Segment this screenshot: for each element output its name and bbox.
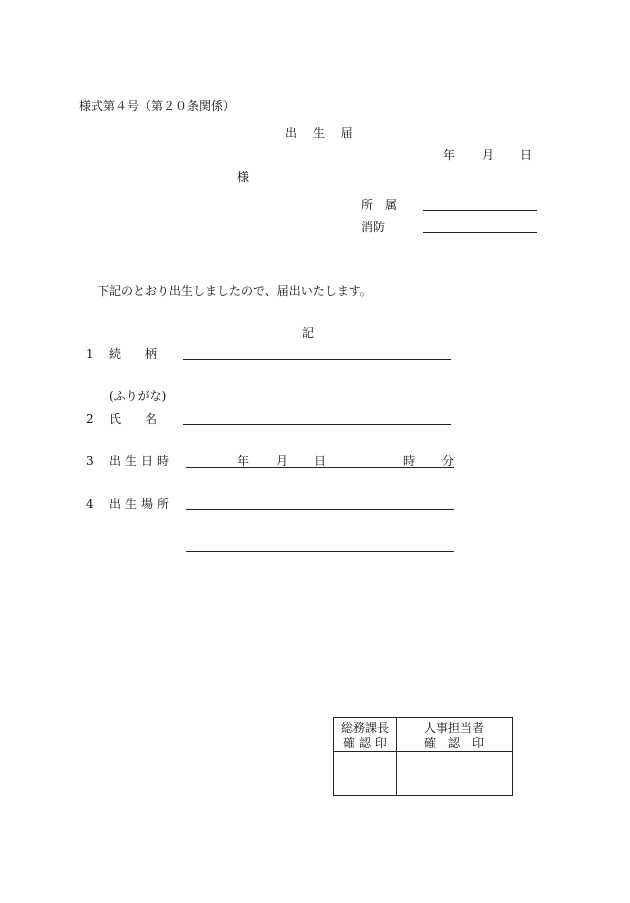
furigana-label: (ふりがな) — [109, 389, 167, 403]
item-1-label: 続 柄 — [109, 347, 158, 361]
item-3-day: 日 — [314, 454, 327, 468]
item-1-line — [183, 359, 451, 360]
fire-department-label: 消防 — [361, 220, 386, 234]
date-day-label: 日 — [520, 148, 533, 162]
affiliation-label: 所 属 — [361, 198, 398, 212]
item-3-year: 年 — [237, 454, 250, 468]
item-2-label: 氏 名 — [109, 412, 158, 426]
form-title: 出 生 届 — [285, 126, 359, 140]
personnel-stamp-label: 確 認 印 — [423, 736, 484, 750]
affiliation-line — [423, 210, 537, 211]
personnel-officer-label: 人事担当者 — [423, 721, 484, 735]
item-1-number: 1 — [86, 347, 94, 361]
date-year-label: 年 — [443, 148, 456, 162]
intro-text: 下記のとおり出生しましたので、届出いたします。 — [97, 284, 372, 298]
item-3-label: 出生日時 — [109, 454, 174, 468]
form-number: 様式第４号（第２０条関係） — [79, 99, 236, 113]
item-3-line — [186, 467, 454, 468]
addressee-suffix: 様 — [237, 170, 250, 184]
fire-department-line — [423, 232, 537, 233]
ki-heading: 記 — [302, 326, 315, 340]
item-3-month: 月 — [276, 454, 289, 468]
item-3-minute: 分 — [442, 454, 455, 468]
item-2-line — [183, 424, 451, 425]
item-3-hour: 時 — [403, 454, 416, 468]
confirmation-stamp-box — [333, 717, 513, 796]
stamp-box-row-divider — [334, 751, 512, 752]
item-2-number: 2 — [86, 412, 94, 426]
item-4-label: 出生場所 — [109, 497, 174, 511]
item-4-line-1 — [186, 509, 454, 510]
item-3-number: 3 — [86, 454, 94, 468]
general-affairs-manager-label: 総務課長 — [340, 721, 389, 735]
item-4-number: 4 — [86, 497, 94, 511]
item-4-line-2 — [186, 551, 454, 552]
date-month-label: 月 — [482, 148, 495, 162]
general-affairs-stamp-label: 確 認 印 — [343, 736, 387, 750]
